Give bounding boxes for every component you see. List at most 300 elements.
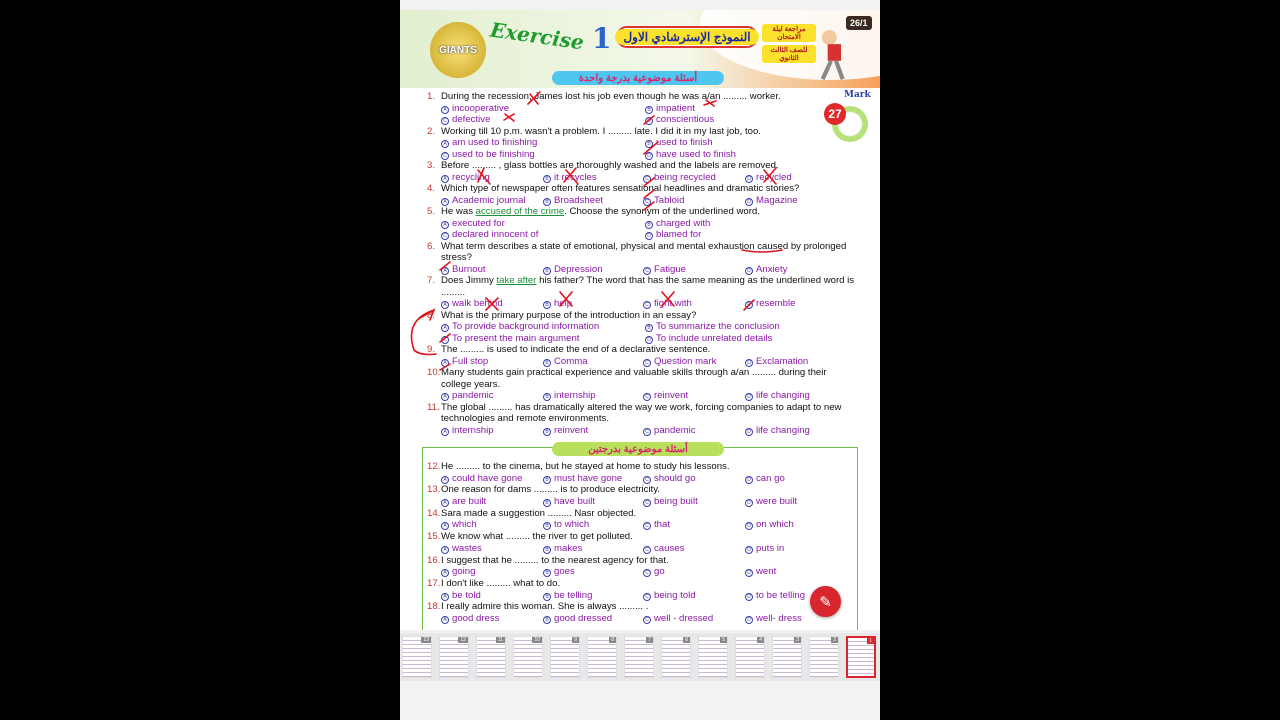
option-letter-circle: B	[543, 569, 551, 577]
question-number: 13.	[427, 484, 441, 496]
thumbnail-page-number: 2	[833, 637, 836, 643]
section-1-title: أسئلة موضوعية بدرجة واحدة	[552, 71, 724, 85]
option-letter-circle: D	[745, 267, 753, 275]
thumbnail-page-number: 3	[796, 637, 799, 643]
question-text	[427, 183, 857, 195]
option-text: can go	[756, 472, 785, 484]
question-text-part: Does Jimmy	[441, 275, 497, 286]
option-a[interactable]	[441, 613, 543, 625]
option-text: Broadsheet	[554, 194, 604, 206]
option-a[interactable]	[441, 566, 543, 578]
options	[427, 496, 857, 508]
question-number: 12.	[427, 461, 441, 472]
option-d[interactable]	[645, 229, 849, 241]
page-thumbnail[interactable]	[439, 636, 469, 678]
option-letter-circle: A	[441, 499, 449, 507]
option-letter-circle: A	[441, 546, 449, 554]
question-text	[427, 367, 857, 390]
thumbnail-page-number: 8	[611, 637, 614, 643]
option-text: Full stop	[452, 355, 489, 367]
option-d[interactable]	[645, 149, 849, 161]
mark-label: Mark	[844, 90, 871, 100]
option-letter-circle: B	[543, 393, 551, 401]
option-letter-circle: D	[645, 336, 653, 344]
option-text: help	[554, 298, 573, 309]
option-c[interactable]	[643, 590, 745, 602]
option-text: reinvent	[654, 390, 689, 401]
option-letter-circle: D	[645, 232, 653, 240]
options	[427, 590, 857, 602]
page-thumbnail[interactable]	[513, 636, 543, 678]
option-text: on which	[756, 519, 794, 531]
mark-value: 27	[824, 103, 846, 125]
option-text: recycling	[452, 171, 490, 183]
option-letter-circle: C	[643, 267, 651, 275]
option-text: reinvent	[554, 424, 589, 436]
question-text-part: . Choose the synonym of the underlined word.	[564, 206, 760, 217]
option-letter-circle: C	[441, 232, 449, 240]
option-a[interactable]	[441, 137, 645, 149]
option-c[interactable]	[441, 333, 645, 345]
option-c[interactable]	[643, 473, 745, 485]
page-thumbnail[interactable]	[624, 636, 654, 678]
option-b[interactable]	[543, 590, 643, 602]
options	[427, 473, 857, 485]
option-a[interactable]	[441, 298, 543, 310]
options	[427, 356, 857, 368]
option-a[interactable]	[441, 425, 543, 437]
option-text: To provide background information	[452, 321, 600, 332]
question-number: 17.	[427, 578, 441, 589]
option-letter-circle: C	[643, 569, 651, 577]
option-letter-circle: B	[543, 175, 551, 183]
question-number: 7.	[427, 275, 436, 286]
question-text	[427, 578, 857, 590]
option-text: fight with	[654, 298, 692, 309]
question-text-part: We know what ......... the river to get polluted.	[441, 531, 633, 543]
question-text-part: One reason for dams ......... is to produce electricity.	[441, 484, 660, 496]
option-c[interactable]	[643, 172, 745, 184]
option-text: Anxiety	[756, 263, 788, 275]
page-thumbnail[interactable]	[735, 636, 765, 678]
option-text: to be telling	[756, 589, 806, 601]
option-letter-circle: C	[643, 499, 651, 507]
option-c[interactable]	[643, 390, 745, 402]
option-text: Question mark	[654, 355, 717, 367]
option-d[interactable]	[645, 114, 849, 126]
option-letter-circle: B	[543, 476, 551, 484]
option-b[interactable]	[645, 218, 849, 230]
option-text: Depression	[554, 263, 603, 275]
page-thumbnail[interactable]	[661, 636, 691, 678]
subtitle-2: للصف الثالث الثانوي	[762, 45, 816, 63]
options	[427, 137, 857, 160]
option-a[interactable]	[441, 103, 645, 115]
option-text: must have gone	[554, 472, 623, 484]
question-text-part: He was	[441, 206, 476, 217]
option-text: life changing	[756, 390, 810, 401]
option-text: are built	[452, 495, 487, 507]
option-text: goes	[554, 566, 575, 578]
option-letter-circle: A	[441, 267, 449, 275]
question-number: 16.	[427, 554, 441, 566]
option-a[interactable]	[441, 264, 543, 276]
option-d[interactable]	[745, 264, 847, 276]
question-text-part: Many students gain practical experience and valuable skills through a/an ......... during their college years.	[441, 367, 827, 390]
option-b[interactable]	[645, 137, 849, 149]
question-3	[427, 160, 857, 183]
question-text-part: What is the primary purpose of the introduction in an essay?	[441, 309, 697, 321]
page-thumbnail-strip[interactable]	[400, 633, 880, 681]
option-a[interactable]	[441, 543, 543, 555]
question-text	[427, 160, 857, 172]
question-text-part: Working till 10 p.m. wasn't a problem. I ......... late. I did it in my last job, too.	[441, 125, 761, 137]
option-b[interactable]	[543, 496, 643, 508]
option-letter-circle: D	[745, 522, 753, 530]
page-thumbnail[interactable]	[550, 636, 580, 678]
question-11	[427, 402, 857, 437]
option-c[interactable]	[643, 195, 745, 207]
exam-subtitle	[762, 24, 816, 66]
page-thumbnail[interactable]	[698, 636, 728, 678]
option-text: makes	[554, 542, 583, 554]
underlined-phrase: take after	[496, 275, 537, 286]
question-text	[427, 555, 857, 567]
option-text: impatient	[656, 102, 695, 114]
question-number: 5.	[427, 206, 436, 217]
option-d[interactable]	[745, 390, 847, 402]
option-letter-circle: C	[643, 393, 651, 401]
options	[427, 519, 857, 531]
option-text: that	[654, 519, 671, 531]
question-14	[427, 508, 857, 531]
pencil-icon: ✎	[819, 593, 832, 611]
option-d[interactable]	[745, 425, 847, 437]
exercise-label: Exercise	[488, 17, 586, 55]
option-c[interactable]	[643, 519, 745, 531]
option-letter-circle: A	[441, 198, 449, 206]
option-letter-circle: B	[543, 301, 551, 309]
option-text: causes	[654, 542, 685, 554]
option-letter-circle: C	[643, 522, 651, 530]
option-text: Exclamation	[756, 355, 809, 367]
option-text: to which	[554, 519, 590, 531]
option-letter-circle: D	[745, 198, 753, 206]
option-text: resemble	[756, 298, 796, 309]
question-text	[427, 126, 857, 138]
question-5	[427, 206, 857, 241]
question-number: 10.	[427, 367, 441, 378]
option-text: life changing	[756, 424, 810, 436]
page-thumbnail[interactable]	[476, 636, 506, 678]
question-number: 4.	[427, 183, 436, 194]
option-letter-circle: C	[643, 593, 651, 601]
question-text-part: The global ......... has dramatically altered the way we work, forcing companies to adapt to new technologies and remote environments.	[441, 401, 842, 424]
option-a[interactable]	[441, 519, 543, 531]
option-text: pandemic	[654, 424, 696, 436]
question-number: 18.	[427, 601, 441, 613]
option-text: pandemic	[452, 390, 494, 401]
option-letter-circle: B	[543, 499, 551, 507]
option-a[interactable]	[441, 195, 543, 207]
option-letter-circle: C	[643, 476, 651, 484]
page-thumbnail[interactable]	[846, 636, 876, 678]
option-a[interactable]	[441, 218, 645, 230]
option-b[interactable]	[543, 425, 643, 437]
options	[427, 218, 857, 241]
question-13	[427, 484, 857, 507]
option-letter-circle: A	[441, 393, 449, 401]
option-text: used to finish	[656, 137, 713, 148]
page-thumbnail[interactable]	[772, 636, 802, 678]
thumbnail-page-number: 11	[497, 637, 503, 643]
question-text	[427, 310, 857, 322]
option-letter-circle: C	[643, 428, 651, 436]
option-text: Comma	[554, 355, 588, 367]
option-text: well - dressed	[654, 612, 714, 624]
question-1	[427, 91, 857, 126]
option-text: being built	[654, 495, 698, 507]
option-text: recycled	[756, 171, 792, 183]
options	[427, 390, 857, 402]
option-b[interactable]	[543, 613, 643, 625]
options	[427, 103, 857, 126]
question-4	[427, 183, 857, 206]
question-number: 6.	[427, 240, 436, 252]
question-number: 15.	[427, 531, 441, 543]
option-letter-circle: D	[745, 569, 753, 577]
page-thumbnail[interactable]	[587, 636, 617, 678]
option-b[interactable]	[543, 519, 643, 531]
option-d[interactable]	[745, 298, 847, 310]
option-a[interactable]	[441, 390, 543, 402]
question-number: 1.	[427, 91, 436, 102]
question-15	[427, 531, 857, 554]
thumbnail-page-number: 7	[648, 637, 651, 643]
option-d[interactable]	[745, 473, 847, 485]
option-letter-circle: A	[441, 428, 449, 436]
option-b[interactable]	[543, 390, 643, 402]
logo-text: GIANTS	[439, 44, 477, 56]
option-letter-circle: A	[441, 175, 449, 183]
options	[427, 566, 857, 578]
option-letter-circle: B	[543, 198, 551, 206]
question-text	[427, 344, 857, 356]
option-text: which	[452, 519, 477, 531]
option-text: walk behind	[452, 298, 503, 309]
option-text: defective	[452, 114, 491, 125]
option-letter-circle: B	[543, 267, 551, 275]
option-letter-circle: C	[441, 336, 449, 344]
option-text: be telling	[554, 589, 593, 601]
option-b[interactable]	[543, 356, 643, 368]
option-text: be told	[452, 589, 481, 601]
document-page	[400, 10, 880, 630]
option-letter-circle: B	[543, 593, 551, 601]
option-text: To summarize the conclusion	[656, 321, 780, 332]
option-d[interactable]	[745, 543, 847, 555]
option-text: internship	[554, 390, 596, 401]
thumbnail-page-number: 6	[685, 637, 688, 643]
option-d[interactable]	[745, 195, 847, 207]
question-number: 3.	[427, 160, 436, 171]
options	[427, 298, 857, 310]
option-letter-circle: B	[543, 616, 551, 624]
option-c[interactable]	[643, 496, 745, 508]
question-text-part: his father? The word that has the same meaning as the underlined word is .........	[441, 275, 855, 298]
options	[427, 425, 857, 437]
question-12	[427, 461, 857, 484]
option-letter-circle: C	[643, 546, 651, 554]
option-b[interactable]	[543, 543, 643, 555]
option-text: incooperative	[452, 102, 510, 114]
question-text	[427, 402, 857, 425]
option-a[interactable]	[441, 172, 543, 184]
option-text: well- dress	[756, 612, 802, 624]
question-text	[427, 241, 857, 264]
option-letter-circle: D	[745, 593, 753, 601]
option-text: puts in	[756, 542, 785, 554]
option-d[interactable]	[745, 566, 847, 578]
giants-logo	[430, 22, 486, 78]
option-letter-circle: B	[543, 546, 551, 554]
option-text: conscientious	[656, 114, 715, 125]
option-text: To present the main argument	[452, 332, 580, 344]
option-text: Academic journal	[452, 194, 526, 206]
option-b[interactable]	[543, 264, 643, 276]
option-text: good dress	[452, 612, 500, 624]
question-8	[427, 310, 857, 345]
option-a[interactable]	[441, 590, 543, 602]
question-text	[427, 206, 857, 218]
option-text: being recycled	[654, 171, 716, 183]
option-a[interactable]	[441, 473, 543, 485]
option-letter-circle: D	[745, 393, 753, 401]
question-7	[427, 275, 857, 310]
option-b[interactable]	[543, 473, 643, 485]
options	[427, 195, 857, 207]
option-letter-circle: A	[441, 616, 449, 624]
option-d[interactable]	[745, 356, 847, 368]
option-text: being told	[654, 589, 696, 601]
option-a[interactable]	[441, 321, 645, 333]
option-c[interactable]	[643, 543, 745, 555]
question-text-part: Before ......... , glass bottles are thoroughly washed and the labels are removed.	[441, 160, 779, 171]
option-b[interactable]	[543, 195, 643, 207]
annotate-pencil-button[interactable]	[810, 586, 841, 617]
section-2-title: أسئلة موضوعية بدرجتين	[552, 442, 724, 456]
option-b[interactable]	[543, 172, 643, 184]
option-letter-circle: C	[441, 152, 449, 160]
option-c[interactable]	[643, 264, 745, 276]
question-text-part: He ......... to the cinema, but he stayed at home to study his lessons.	[441, 461, 730, 472]
subtitle-1: مراجعة ليلة الامتحان	[762, 24, 816, 42]
option-d[interactable]	[745, 519, 847, 531]
option-c[interactable]	[643, 566, 745, 578]
option-letter-circle: A	[441, 522, 449, 530]
cartoon-character-icon	[816, 20, 846, 90]
option-letter-circle: C	[643, 301, 651, 309]
thumbnail-page-number: 1	[869, 638, 872, 644]
option-text: went	[756, 566, 777, 578]
option-text: it recycles	[554, 171, 597, 183]
option-text: am used to finishing	[452, 137, 538, 148]
option-c[interactable]	[643, 356, 745, 368]
option-b[interactable]	[543, 298, 643, 310]
option-letter-circle: A	[441, 106, 449, 114]
option-c[interactable]	[643, 425, 745, 437]
page-thumbnail[interactable]	[809, 636, 839, 678]
option-letter-circle: D	[745, 476, 753, 484]
question-17	[427, 578, 857, 601]
option-d[interactable]	[745, 496, 847, 508]
option-text: Fatigue	[654, 263, 686, 275]
option-text: charged with	[656, 217, 711, 229]
question-text-part: During the recession, James lost his job even though he was a/an ......... worker.	[441, 91, 781, 102]
option-letter-circle: A	[441, 569, 449, 577]
option-text: go	[654, 566, 665, 578]
option-letter-circle: D	[745, 301, 753, 309]
option-c[interactable]	[441, 149, 645, 161]
option-letter-circle: B	[645, 324, 653, 332]
question-number: 11.	[427, 401, 440, 413]
exercise-number: 1	[592, 22, 612, 55]
options	[427, 172, 857, 184]
document-viewer	[400, 0, 880, 720]
question-10	[427, 367, 857, 402]
option-a[interactable]	[441, 356, 543, 368]
option-letter-circle: B	[645, 221, 653, 229]
option-letter-circle: D	[745, 359, 753, 367]
option-text: Burnout	[452, 263, 486, 275]
option-text: should go	[654, 472, 696, 484]
option-a[interactable]	[441, 496, 543, 508]
exam-title-text: النموذج الإسترشادي الاول	[615, 29, 758, 45]
option-c[interactable]	[643, 298, 745, 310]
option-letter-circle: D	[745, 428, 753, 436]
option-letter-circle: C	[643, 616, 651, 624]
option-text: have built	[554, 495, 596, 507]
option-c[interactable]	[643, 613, 745, 625]
option-letter-circle: A	[441, 593, 449, 601]
question-18	[427, 601, 857, 624]
question-text	[427, 531, 857, 543]
option-letter-circle: D	[745, 616, 753, 624]
option-text: were built	[756, 495, 798, 507]
option-c[interactable]	[441, 114, 645, 126]
option-letter-circle: C	[441, 117, 449, 125]
option-letter-circle: C	[643, 359, 651, 367]
option-letter-circle: A	[441, 140, 449, 148]
option-letter-circle: A	[441, 221, 449, 229]
question-text	[427, 461, 857, 473]
page-thumbnail[interactable]	[402, 636, 432, 678]
option-b[interactable]	[645, 321, 849, 333]
option-b[interactable]	[645, 103, 849, 115]
option-letter-circle: D	[745, 175, 753, 183]
option-d[interactable]	[645, 333, 849, 345]
option-b[interactable]	[543, 566, 643, 578]
question-9	[427, 344, 857, 367]
exam-title	[616, 26, 758, 48]
option-letter-circle: B	[645, 140, 653, 148]
question-text-part: I suggest that he ......... to the nearest agency for that.	[441, 554, 669, 566]
question-text-part: I really admire this woman. She is always ......... .	[441, 601, 649, 613]
option-c[interactable]	[441, 229, 645, 241]
thumbnail-page-number: 13	[423, 637, 429, 643]
question-text	[427, 91, 857, 103]
option-d[interactable]	[745, 172, 847, 184]
